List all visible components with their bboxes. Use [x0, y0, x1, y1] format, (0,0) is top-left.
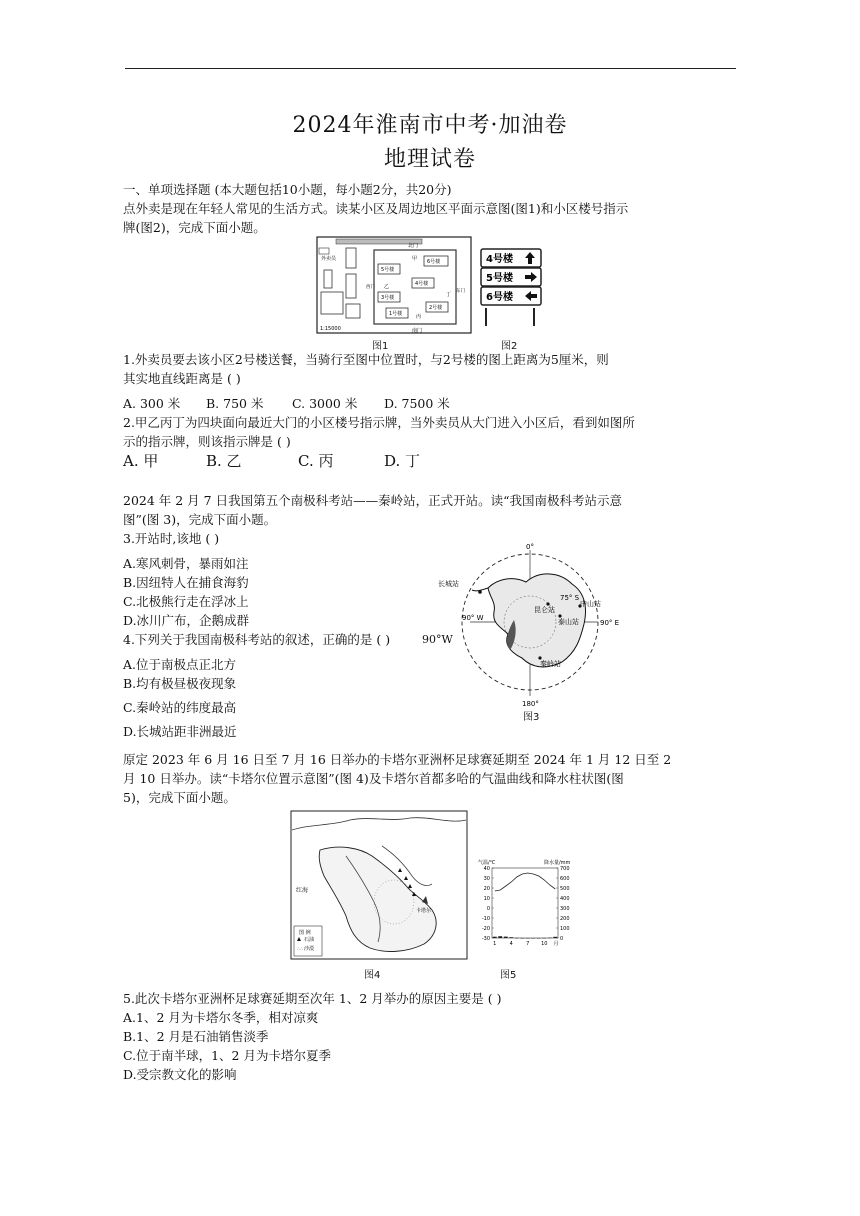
- right-tick-label: 0: [560, 935, 564, 942]
- q3-option-b: B.因纽特人在捕食海豹: [123, 575, 249, 590]
- q3-option-c: C.北极熊行走在浮冰上: [123, 594, 249, 609]
- ding-label: 丁: [446, 292, 452, 298]
- intro-line-2: 牌(图2)，完成下面小题。: [123, 220, 266, 235]
- passage3-line-1: 原定 2023 年 6 月 16 日至 7 月 16 日举办的卡塔尔亚洲杯足球赛延期至 2024 年 1 月 12 日至 2: [123, 752, 672, 767]
- precipitation-bar: [542, 938, 546, 939]
- q2-line-1: 2.甲乙丙丁为四块面向最近大门的小区楼号指示牌，当外卖员从大门进入小区后，看到如图所: [123, 415, 635, 430]
- building-5-label: 5号楼: [381, 267, 395, 273]
- precipitation-bar: [509, 937, 513, 938]
- q1-line-2: 其实地直线距离是 ( ): [123, 371, 241, 386]
- passage3-line-3: 5)，完成下面小题。: [123, 790, 236, 805]
- right-axis-title: 降水量/mm: [544, 860, 571, 866]
- left-tick-label: -20: [481, 925, 490, 932]
- x-tick-label: 月: [553, 941, 559, 947]
- sign-5-label: 5号楼: [486, 273, 513, 284]
- figure-1-caption: 图1: [372, 341, 389, 352]
- figure-4-qatar-map: [290, 810, 468, 960]
- x-tick-label: 4: [509, 941, 513, 947]
- passage2-line-2: 图”(图 3)，完成下面小题。: [123, 512, 277, 527]
- fig3-bottom-label: 180°: [522, 700, 539, 708]
- q2-option-c: C. 丙: [298, 452, 334, 470]
- changcheng-label: 长城站: [438, 580, 459, 588]
- left-tick-label: 10: [483, 895, 490, 902]
- left-axis-title: 气温/℃: [478, 860, 496, 866]
- figure-4-caption: 图4: [364, 970, 381, 981]
- zhongshan-label: 中山站: [580, 600, 601, 608]
- fig3-east-label: 90° E: [600, 619, 620, 627]
- legend-title: 图 例: [299, 930, 311, 936]
- building-6-label: 6号楼: [427, 259, 441, 265]
- q2-line-2: 示的指示牌，则该指示牌是 ( ): [123, 434, 291, 449]
- q4-option-b: B.均有极昼极夜现象: [123, 676, 237, 691]
- left-tick-label: 40: [483, 865, 490, 872]
- x-tick-label: 1: [493, 941, 497, 947]
- right-tick-label: 300: [560, 905, 570, 912]
- right-tick-label: 700: [560, 865, 570, 872]
- q1-option-d: D. 7500 米: [384, 396, 450, 411]
- q4-option-a: A.位于南极点正北方: [123, 657, 237, 672]
- q2-option-a: A. 甲: [123, 452, 159, 470]
- qatar-label: 卡塔尔: [416, 908, 432, 914]
- top-rule: [125, 68, 736, 69]
- right-tick-label: 100: [560, 925, 570, 932]
- precipitation-bar: [531, 938, 535, 939]
- svg-text:∴∴: ∴∴: [297, 946, 304, 952]
- q3-option-d: D.冰川广布，企鹅成群: [123, 613, 250, 628]
- precipitation-bar: [526, 938, 530, 939]
- q3-stem: 3.开站时,该地 ( ): [123, 531, 220, 546]
- kunlun-label: 昆仑站: [534, 606, 555, 614]
- right-tick-label: 200: [560, 915, 570, 922]
- legend-oil: 石油: [304, 937, 315, 943]
- q5-stem: 5.此次卡塔尔亚洲杯足球赛延期至次年 1、2 月举办的原因主要是 ( ): [123, 991, 502, 1006]
- q1-option-a: A. 300 米: [123, 396, 181, 411]
- left-tick-label: 0: [486, 905, 490, 912]
- taishan-label: 泰山站: [558, 618, 579, 626]
- south-gate-label: 南门: [412, 328, 423, 334]
- q5-option-a: A.1、2 月为卡塔尔冬季，相对凉爽: [123, 1010, 319, 1025]
- figure-2-signboard: [478, 246, 544, 328]
- jia-label: 甲: [412, 256, 418, 262]
- q1-option-b: B. 750 米: [206, 396, 264, 411]
- x-tick-label: 7: [526, 941, 530, 947]
- q1-option-c: C. 3000 米: [292, 396, 358, 411]
- qinling-label: 秦岭站: [540, 660, 561, 668]
- figure-5-caption: 图5: [500, 970, 517, 981]
- precipitation-bar: [493, 937, 497, 938]
- fig3-top-label: 0°: [526, 543, 534, 551]
- yi-label: 乙: [384, 284, 390, 290]
- sign-4-label: 4号楼: [486, 254, 513, 265]
- q5-option-d: D.受宗教文化的影响: [123, 1067, 237, 1082]
- q2-option-d: D. 丁: [384, 452, 421, 470]
- fig3-lat-label: 75° S: [560, 594, 580, 602]
- left-tick-label: -30: [481, 935, 490, 942]
- legend-desert: 沙漠: [304, 946, 315, 952]
- q5-option-b: B.1、2 月是石油销售淡季: [123, 1029, 269, 1044]
- building-4-label: 4号楼: [415, 281, 429, 287]
- precipitation-bar: [504, 937, 508, 938]
- exam-subtitle: 地理试卷: [383, 147, 476, 172]
- building-3-label: 3号楼: [381, 295, 395, 301]
- q4-option-d: D.长城站距非洲最近: [123, 724, 237, 739]
- building-1-label: 1号楼: [389, 311, 403, 317]
- figure-3-caption: 图3: [523, 712, 540, 723]
- passage3-line-2: 月 10 日举办。读“卡塔尔位置示意图”(图 4)及卡塔尔首都多哈的气温曲线和降水柱状图(图: [123, 771, 624, 786]
- red-sea-label: 红海: [296, 887, 309, 894]
- figure-3-antarctica-map: [438, 540, 648, 710]
- west-gate-label: 西门: [366, 285, 375, 290]
- east-gate-label: 东门: [456, 289, 465, 294]
- figure-1-map: [316, 236, 472, 336]
- bing-label: 丙: [416, 314, 422, 320]
- x-tick-label: 10: [541, 941, 548, 947]
- q3-option-a: A.寒风刺骨，暴雨如注: [123, 556, 249, 571]
- precipitation-bar: [548, 938, 552, 939]
- waimai-label: 外卖员: [321, 256, 337, 262]
- sign-6-label: 6号楼: [486, 292, 513, 303]
- exam-title: 2024年淮南市中考·加油卷: [292, 113, 568, 138]
- precipitation-bar: [520, 938, 524, 939]
- building-2-label: 2号楼: [429, 305, 443, 311]
- right-tick-label: 600: [560, 875, 570, 882]
- left-tick-label: 20: [483, 885, 490, 892]
- q4-option-c: C.秦岭站的纬度最高: [123, 700, 237, 715]
- scale-label: 1:15000: [320, 326, 341, 332]
- section-heading: 一、单项选择题 (本大题包括10小题，每小题2分，共20分): [123, 182, 452, 197]
- q5-option-c: C.位于南半球，1、2 月为卡塔尔夏季: [123, 1048, 331, 1063]
- right-tick-label: 400: [560, 895, 570, 902]
- figure-2-caption: 图2: [501, 341, 518, 352]
- precipitation-bar: [498, 936, 502, 938]
- temperature-line: [495, 873, 556, 891]
- right-tick-label: 500: [560, 885, 570, 892]
- north-gate-label: 北门: [408, 243, 419, 249]
- precipitation-bar: [515, 938, 519, 939]
- fig3-west-label: 90° W: [462, 614, 484, 622]
- fig3-west-label-dup: 90°W: [422, 633, 453, 646]
- intro-line-1: 点外卖是现在年轻人常见的生活方式。读某小区及周边地区平面示意图(图1)和小区楼号指示: [123, 201, 629, 216]
- q2-option-b: B. 乙: [206, 452, 242, 470]
- q1-line-1: 1.外卖员要去该小区2号楼送餐，当骑行至图中位置时，与2号楼的图上距离为5厘米，则: [123, 352, 609, 367]
- precipitation-bar: [553, 937, 557, 938]
- left-tick-label: 30: [483, 875, 490, 882]
- figure-5-climate-chart: [476, 856, 576, 950]
- passage2-line-1: 2024 年 2 月 7 日我国第五个南极科考站——秦岭站，正式开站。读“我国南极科考站示意: [123, 493, 622, 508]
- left-tick-label: -10: [481, 915, 490, 922]
- q4-stem: 4.下列关于我国南极科考站的叙述，正确的是 ( ): [123, 632, 391, 647]
- precipitation-bar: [537, 938, 541, 939]
